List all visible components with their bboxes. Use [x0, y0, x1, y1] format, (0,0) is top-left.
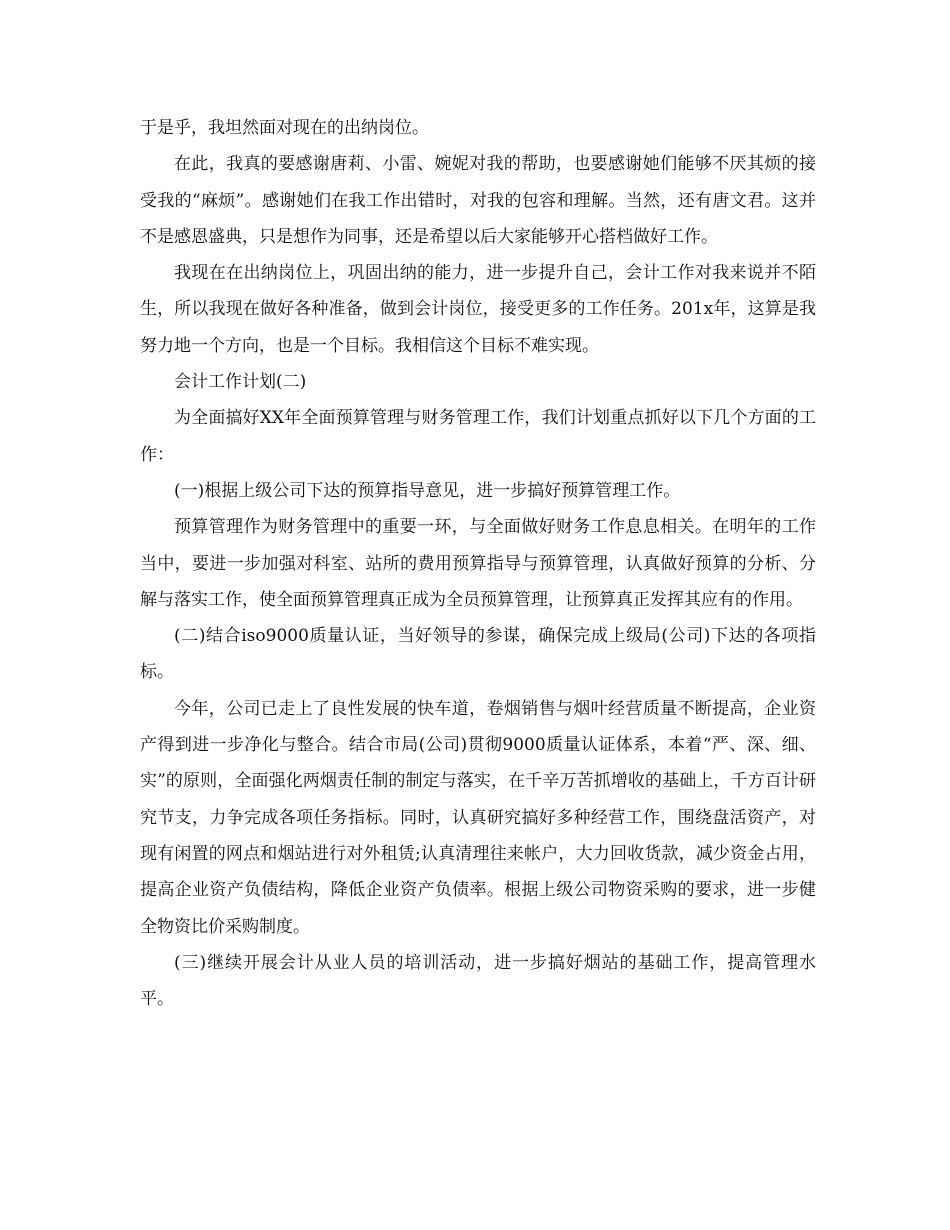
paragraph-1: 于是乎，我坦然面对现在的出纳岗位。	[140, 118, 429, 138]
document-body	[140, 110, 816, 1017]
paragraph-intro: 为全面搞好XX年全面预算管理与财务管理工作，我们计划重点抓好以下几个方面的工作：	[140, 408, 816, 465]
paragraph-3: 我现在在出纳岗位上，巩固出纳的能力，进一步提升自己，会计工作对我来说并不陌生，所以我现在做好各种准备，做到会计岗位，接受更多的工作任务。201x年，这算是我努力地一个方向，也是一个目标。我相信这个目标不难实现。	[140, 263, 816, 356]
item-2-heading: (二)结合iso9000质量认证，当好领导的参谋，确保完成上级局(公司)下达的各项指标。	[140, 626, 816, 683]
item-2-body: 今年，公司已走上了良性发展的快车道，卷烟销售与烟叶经营质量不断提高，企业资产得到进一步净化与整合。结合市局(公司)贯彻9000质量认证体系，本着“严、深、细、实”的原则，全面强化两烟责任制的制定与落实，在千辛万苦抓增收的基础上，千方百计研究节支，力争完成各项任务指标。同时，认真研究搞好多种经营工作，围绕盘活资产，对现有闲置的网点和烟站进行对外租赁;认真清理往来帐户，大力回收货款，减少资金占用，提高企业资产负债结构，降低企业资产负债率。根据上级公司物资采购的要求，进一步健全物资比价采购制度。	[140, 698, 816, 937]
paragraph-2: 在此，我真的要感谢唐莉、小雷、婉妮对我的帮助，也要感谢她们能够不厌其烦的接受我的“麻烦”。感谢她们在我工作出错时，对我的包容和理解。当然，还有唐文君。这并不是感恩盛典，只是想作为同事，还是希望以后大家能够开心搭档做好工作。	[140, 154, 816, 247]
item-3-heading: (三)继续开展会计从业人员的培训活动，进一步搞好烟站的基础工作，提高管理水平。	[140, 952, 816, 1010]
item-1-body: 预算管理作为财务管理中的重要一环，与全面做好财务工作息息相关。在明年的工作当中，要进一步加强对科室、站所的费用预算指导与预算管理，认真做好预算的分析、分解与落实工作，使全面预算管理真正成为全员预算管理，让预算真正发挥其应有的作用。	[140, 517, 816, 610]
section-heading: 会计工作计划(二)	[174, 372, 307, 393]
item-1-heading: (一)根据上级公司下达的预算指导意见，进一步搞好预算管理工作。	[174, 480, 681, 501]
